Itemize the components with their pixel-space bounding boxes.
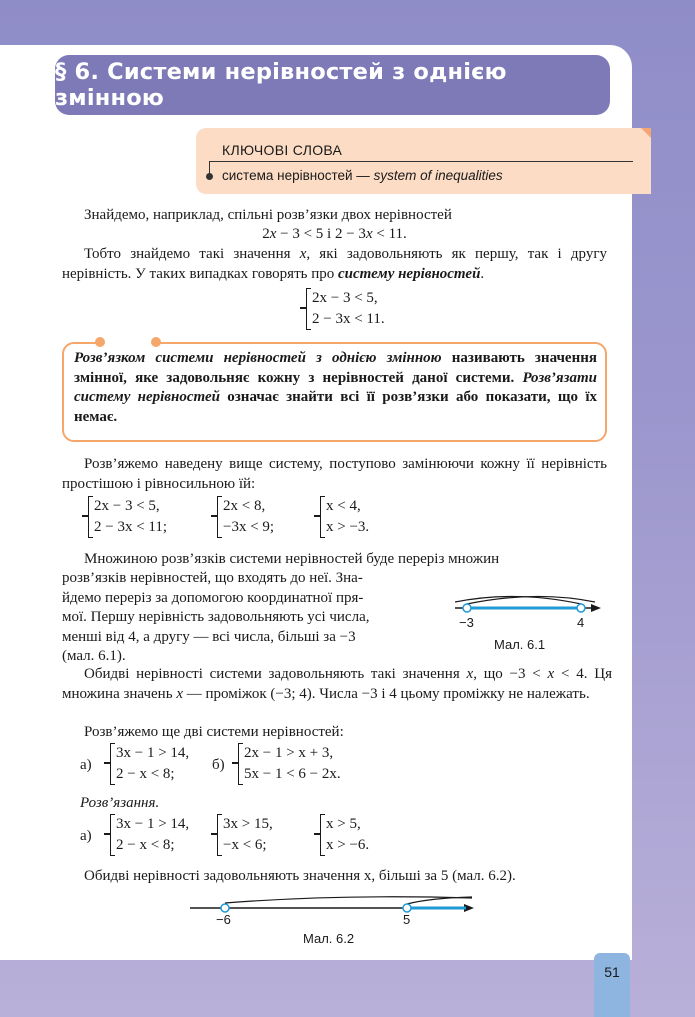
brace-tip bbox=[104, 762, 111, 764]
paragraph-1 bbox=[62, 206, 607, 226]
solution-system-3 bbox=[320, 814, 369, 856]
open-point-left bbox=[463, 604, 471, 612]
brace-cap bbox=[238, 743, 243, 744]
brace-cap bbox=[320, 814, 325, 815]
hatch-arc-left bbox=[225, 897, 472, 903]
definition-dot-icon bbox=[151, 337, 161, 347]
system-line: −3x < 9; bbox=[223, 519, 275, 535]
p4-line: йдемо переріз за допомогою координатної пря- bbox=[62, 589, 364, 606]
brace-cap bbox=[217, 814, 222, 815]
var-x: x bbox=[176, 685, 183, 702]
definition-term-2: Розв’язати систему нерівностей bbox=[74, 369, 597, 405]
label-a: а) bbox=[80, 757, 92, 773]
paragraph-3: Розв’яжемо наведену вище систему, поступово замінюючи кожну її нерівність простішою і рівносильною їй: bbox=[62, 456, 607, 492]
p4-line: (мал. 6.1). bbox=[62, 648, 126, 664]
p4-line: розв’язків нерівностей, що входять до неї. Зна- bbox=[62, 570, 363, 586]
brace-tip bbox=[211, 515, 218, 517]
brace-cap bbox=[238, 784, 243, 785]
brace-tip bbox=[300, 307, 307, 309]
p2-part: . bbox=[480, 265, 485, 282]
system-a bbox=[110, 743, 189, 785]
var-x: x bbox=[299, 246, 307, 262]
var-x: x bbox=[547, 666, 555, 682]
keywords-bullet-icon bbox=[206, 173, 213, 180]
brace-cap bbox=[320, 855, 325, 856]
brace-cap bbox=[320, 537, 325, 538]
brace-tip bbox=[314, 515, 321, 517]
paragraph-1-line1: Знайдемо, наприклад, спільні розв’язки двох нерівностей bbox=[84, 207, 452, 223]
brace-cap bbox=[110, 814, 115, 815]
p5-part: , що −3 < bbox=[473, 666, 548, 682]
definition-dot-icon bbox=[95, 337, 105, 347]
fig2-caption: Мал. 6.2 bbox=[303, 931, 355, 946]
var-x: x bbox=[269, 226, 277, 242]
brace-cap bbox=[306, 329, 311, 330]
var-x: x bbox=[365, 226, 373, 242]
p2-part: Тобто знайдемо такі значення bbox=[84, 246, 300, 262]
brace-cap bbox=[217, 496, 222, 497]
p4-line: мої. Першу нерівність задовольняють усі числа, bbox=[62, 609, 370, 625]
system-line: 2 − x < 8; bbox=[116, 766, 175, 782]
paragraph-7: Обидві нерівності задовольняють значення x, більші за 5 (мал. 6.2). bbox=[84, 868, 516, 884]
system-chain-2 bbox=[217, 496, 274, 538]
number-line-fig2 bbox=[190, 892, 480, 922]
brace-tip bbox=[82, 515, 89, 517]
definition-term-1: Розв’язком системи нерівностей з однією змінною bbox=[74, 350, 442, 366]
paragraph-4-rest bbox=[62, 569, 422, 667]
solution-system-2 bbox=[217, 814, 273, 856]
brace-cap bbox=[110, 784, 115, 785]
keywords-box bbox=[196, 128, 651, 194]
label-b: б) bbox=[212, 757, 225, 773]
open-point-right bbox=[403, 904, 411, 912]
paragraph-4-line1: Множиною розв’язків системи нерівностей буде переріз множин bbox=[84, 551, 500, 567]
paragraph-1-inequalities bbox=[62, 225, 607, 245]
open-point-left bbox=[221, 904, 229, 912]
system-line: 3x − 1 > 14, bbox=[116, 816, 190, 832]
system-line: 2 − 3x < 11; bbox=[94, 519, 168, 535]
system-line: x > −3. bbox=[326, 519, 370, 535]
section-title: § 6. Системи нерівностей з однією змінною bbox=[55, 55, 610, 115]
system-line: x > −6. bbox=[326, 837, 370, 853]
term-system: систему нерівностей bbox=[338, 265, 481, 282]
solution-system-1 bbox=[110, 814, 189, 856]
system-line: 3x > 15, bbox=[223, 816, 273, 832]
definition-body-2: означає знайти всі її розв’язки або показати, що їх немає. bbox=[74, 389, 598, 425]
brace-cap bbox=[88, 496, 93, 497]
brace-tip bbox=[104, 833, 111, 835]
p4-line: менші від 4, а другу — всі числа, більші за −3 bbox=[62, 628, 356, 645]
brace-cap bbox=[306, 288, 311, 289]
paragraph-5 bbox=[62, 665, 612, 704]
fig1-caption: Мал. 6.1 bbox=[494, 637, 546, 652]
axis-arrow-icon bbox=[591, 604, 601, 612]
system-line: 2x − 3 < 5, bbox=[94, 498, 160, 514]
page-number: 51 bbox=[594, 953, 630, 1017]
p5-part: — проміжок (−3; 4). Числа −3 і 4 цьому проміжку не належать. bbox=[182, 685, 590, 702]
brace-cap bbox=[217, 537, 222, 538]
keywords-corner bbox=[641, 128, 651, 138]
ineq-part: 2 bbox=[262, 226, 270, 242]
system-line: 3x − 1 > 14, bbox=[116, 745, 190, 761]
keyword-term-uk: система нерівностей — bbox=[222, 168, 370, 183]
p5-part: Обидві нерівності системи задовольняють такі значення bbox=[84, 666, 467, 682]
system-line: 2x − 3 < 5, bbox=[312, 290, 378, 306]
definition-body-1: називають значення змінної, яке задовольняє кожну з нерівностей даної системи. bbox=[74, 350, 597, 386]
fig2-label-left: −6 bbox=[216, 912, 231, 927]
paragraph-6: Розв’яжемо ще дві системи нерівностей: bbox=[84, 724, 344, 740]
system-main bbox=[306, 288, 385, 330]
system-line: x < 4, bbox=[326, 498, 361, 514]
p2-part: , які задовольняють як першу, так і другу нерівність. У таких випадках говорять про bbox=[62, 246, 607, 282]
brace-tip bbox=[211, 833, 218, 835]
definition-gap bbox=[104, 339, 152, 345]
definition-text bbox=[74, 349, 597, 427]
brace-cap bbox=[88, 537, 93, 538]
keyword-term bbox=[222, 168, 503, 183]
brace-tip bbox=[314, 833, 321, 835]
brace-cap bbox=[110, 855, 115, 856]
brace-cap bbox=[217, 855, 222, 856]
brace-cap bbox=[320, 496, 325, 497]
solution-heading: Розв’язання. bbox=[80, 795, 160, 811]
ineq-part: − 3 < 5 і 2 − 3 bbox=[276, 226, 366, 242]
ineq-part: < 11. bbox=[372, 226, 407, 242]
fig1-label-right: 4 bbox=[577, 615, 585, 630]
brace-cap bbox=[110, 743, 115, 744]
system-chain-3 bbox=[320, 496, 369, 538]
system-line: 2x − 1 > x + 3, bbox=[244, 745, 334, 761]
open-point-right bbox=[577, 604, 585, 612]
keywords-heading: КЛЮЧОВІ СЛОВА bbox=[222, 142, 343, 158]
p5-part: < 4. Ця множина значень bbox=[62, 666, 612, 702]
system-line: 2 − 3x < 11. bbox=[312, 311, 385, 327]
var-x: x bbox=[466, 666, 474, 682]
system-line: x > 5, bbox=[326, 816, 361, 832]
solution-label-a: а) bbox=[80, 828, 92, 844]
fig2-label-right: 5 bbox=[403, 912, 411, 927]
system-line: −x < 6; bbox=[223, 837, 267, 853]
fig1-label-left: −3 bbox=[459, 615, 474, 630]
system-line: 2 − x < 8; bbox=[116, 837, 175, 853]
system-line: 2x < 8, bbox=[223, 498, 266, 514]
keyword-term-en: system of inequalities bbox=[373, 168, 503, 183]
brace-tip bbox=[232, 762, 239, 764]
paragraph-2 bbox=[62, 245, 607, 284]
keywords-line-horizontal bbox=[209, 161, 633, 162]
system-b bbox=[238, 743, 341, 785]
system-chain-1 bbox=[88, 496, 167, 538]
system-line: 5x − 1 < 6 − 2x. bbox=[244, 766, 341, 782]
